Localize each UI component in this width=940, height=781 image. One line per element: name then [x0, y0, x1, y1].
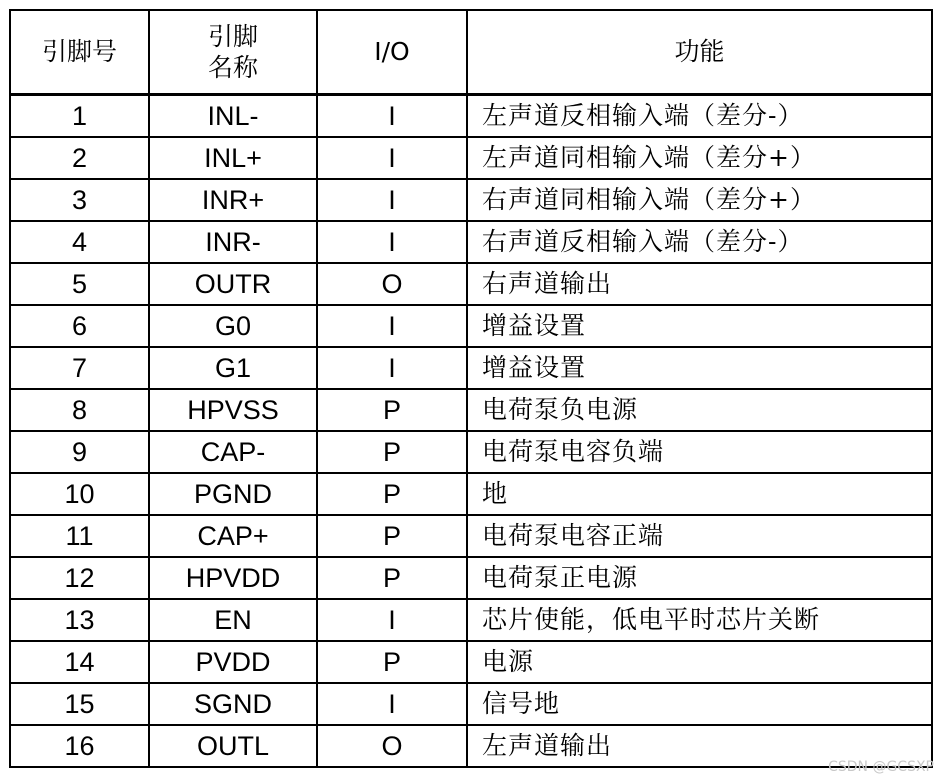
pin-number-cell: 12: [10, 557, 149, 599]
table-row: [10, 473, 932, 515]
pin-function-cell: 右声道反相输入端（差分-）: [467, 221, 932, 263]
pin-number-cell: 9: [10, 431, 149, 473]
pin-io-cell: I: [317, 179, 467, 221]
table-row: [10, 683, 932, 725]
pin-number-cell: 8: [10, 389, 149, 431]
pin-function-cell: 增益设置: [467, 347, 932, 389]
pin-name-cell: OUTL: [149, 725, 317, 767]
pin-io-cell: I: [317, 95, 467, 138]
pin-io-cell: P: [317, 389, 467, 431]
pin-number-cell: 2: [10, 137, 149, 179]
watermark: CSDN @GCSXP: [828, 759, 934, 775]
table-row: [10, 305, 932, 347]
pin-number-cell: 3: [10, 179, 149, 221]
pin-io-cell: I: [317, 347, 467, 389]
pin-name-cell: G0: [149, 305, 317, 347]
table-row: [10, 515, 932, 557]
pin-number-cell: 15: [10, 683, 149, 725]
pin-function-cell: 电荷泵电容正端: [467, 515, 932, 557]
pin-number-cell: 6: [10, 305, 149, 347]
pin-name-cell: EN: [149, 599, 317, 641]
pin-io-cell: I: [317, 221, 467, 263]
table-row: [10, 95, 932, 138]
table-row: [10, 431, 932, 473]
pin-name-cell: HPVSS: [149, 389, 317, 431]
pin-function-cell: 芯片使能，低电平时芯片关断: [467, 599, 932, 641]
pin-function-cell: 电荷泵正电源: [467, 557, 932, 599]
pin-function-cell: 左声道输出: [467, 725, 932, 767]
pin-number-cell: 10: [10, 473, 149, 515]
pin-number-cell: 1: [10, 95, 149, 138]
pin-function-cell: 右声道同相输入端（差分+）: [467, 179, 932, 221]
pin-name-cell: G1: [149, 347, 317, 389]
pin-definition-table: [9, 9, 933, 768]
pin-name-cell: CAP+: [149, 515, 317, 557]
pin-number-cell: 4: [10, 221, 149, 263]
pin-io-cell: I: [317, 683, 467, 725]
pin-number-cell: 7: [10, 347, 149, 389]
pin-name-cell: INR-: [149, 221, 317, 263]
pin-io-cell: O: [317, 263, 467, 305]
table-row: [10, 263, 932, 305]
header-io: I/O: [317, 10, 467, 95]
pin-number-cell: 14: [10, 641, 149, 683]
pin-function-cell: 信号地: [467, 683, 932, 725]
table-row: [10, 137, 932, 179]
pin-function-cell: 左声道同相输入端（差分+）: [467, 137, 932, 179]
pin-io-cell: I: [317, 305, 467, 347]
table-row: [10, 221, 932, 263]
pin-io-cell: P: [317, 641, 467, 683]
pin-io-cell: P: [317, 557, 467, 599]
pin-function-cell: 电荷泵电容负端: [467, 431, 932, 473]
pin-function-cell: 增益设置: [467, 305, 932, 347]
pin-name-cell: HPVDD: [149, 557, 317, 599]
header-pin-name-line1: 引脚: [207, 22, 258, 51]
pin-number-cell: 5: [10, 263, 149, 305]
pin-name-cell: OUTR: [149, 263, 317, 305]
pin-io-cell: I: [317, 599, 467, 641]
pin-name-cell: INL-: [149, 95, 317, 138]
pin-name-cell: SGND: [149, 683, 317, 725]
table-row: [10, 389, 932, 431]
pin-function-cell: 电荷泵负电源: [467, 389, 932, 431]
table-header-row: [10, 10, 932, 95]
pin-number-cell: 11: [10, 515, 149, 557]
pin-io-cell: I: [317, 137, 467, 179]
pin-number-cell: 16: [10, 725, 149, 767]
pin-name-cell: INL+: [149, 137, 317, 179]
table-row: [10, 347, 932, 389]
table-row: [10, 599, 932, 641]
pin-name-cell: PGND: [149, 473, 317, 515]
header-pin-number: 引脚号: [10, 10, 149, 95]
table-body: [10, 95, 932, 768]
table-row: [10, 725, 932, 767]
header-pin-name: [149, 10, 317, 95]
table-row: [10, 641, 932, 683]
pin-number-cell: 13: [10, 599, 149, 641]
pin-name-cell: CAP-: [149, 431, 317, 473]
pin-function-cell: 电源: [467, 641, 932, 683]
pin-io-cell: O: [317, 725, 467, 767]
table-row: [10, 557, 932, 599]
pin-name-cell: INR+: [149, 179, 317, 221]
pin-io-cell: P: [317, 431, 467, 473]
pin-name-cell: PVDD: [149, 641, 317, 683]
table-row: [10, 179, 932, 221]
header-function: 功能: [467, 10, 932, 95]
header-pin-name-line2: 名称: [207, 53, 258, 82]
pin-io-cell: P: [317, 515, 467, 557]
pin-function-cell: 左声道反相输入端（差分-）: [467, 95, 932, 138]
pin-function-cell: 地: [467, 473, 932, 515]
pin-function-cell: 右声道输出: [467, 263, 932, 305]
pin-io-cell: P: [317, 473, 467, 515]
